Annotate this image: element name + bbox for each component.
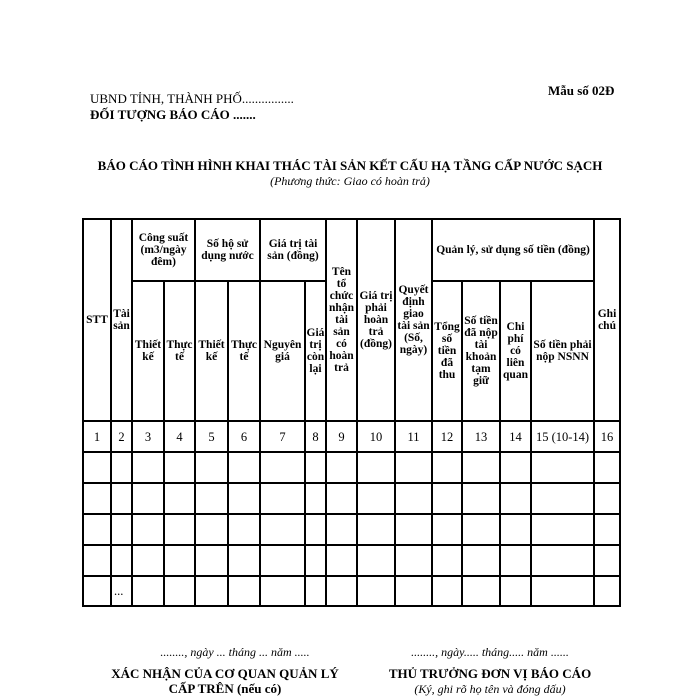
- header-money-management: Quản lý, sử dụng số tiền (đồng): [432, 219, 594, 281]
- report-table: [82, 218, 621, 607]
- confirmation-signature-block: [90, 666, 360, 696]
- column-number: 8: [305, 421, 326, 452]
- column-number: 15 (10-14): [531, 421, 594, 452]
- head-of-unit-title: THỦ TRƯỞNG ĐƠN VỊ BÁO CÁO: [388, 666, 592, 681]
- header-households-design: Thiết kế: [195, 281, 228, 421]
- table-row: [83, 545, 620, 576]
- header-temp-account: Số tiền đã nộp tài khoản tạm giữ: [462, 281, 500, 421]
- table-row: [83, 576, 620, 606]
- head-of-unit-note: (Ký, ghi rõ họ tên và đóng dấu): [414, 682, 566, 696]
- column-number: 6: [228, 421, 260, 452]
- header-budget-payable: Số tiền phải nộp NSNN: [531, 281, 594, 421]
- report-title: BÁO CÁO TÌNH HÌNH KHAI THÁC TÀI SẢN KẾT CẤU HẠ TẦNG CẤP NƯỚC SẠCH: [97, 158, 603, 173]
- form-number: Mẫu số 02Đ: [548, 83, 615, 98]
- column-number: 1: [83, 421, 111, 452]
- header-refund-value: Giá trị phải hoàn trả (đồng): [357, 219, 395, 421]
- header-households: Số hộ sử dụng nước: [195, 219, 260, 281]
- date-line-left: ........, ngày ... tháng ... năm .....: [160, 645, 310, 659]
- date-line-right: ........, ngày..... tháng..... năm ......: [411, 645, 569, 659]
- column-number: 3: [132, 421, 164, 452]
- column-number: 14: [500, 421, 531, 452]
- column-number: 5: [195, 421, 228, 452]
- header-households-actual: Thực tế: [228, 281, 260, 421]
- confirmation-subtitle: CẤP TRÊN (nếu có): [168, 681, 282, 696]
- header-original-price: Nguyên giá: [260, 281, 305, 421]
- table-row: [83, 514, 620, 545]
- header-related-costs: Chi phí có liên quan: [500, 281, 531, 421]
- column-number: 10: [357, 421, 395, 452]
- table-row: [83, 452, 620, 483]
- reporting-subject-line: ĐỐI TƯỢNG BÁO CÁO .......: [90, 107, 256, 122]
- header-total-collected: Tổng số tiền đã thu: [432, 281, 462, 421]
- header-capacity-design: Thiết kế: [132, 281, 164, 421]
- column-number: 11: [395, 421, 432, 452]
- column-number: 2: [111, 421, 132, 452]
- header-capacity: Công suất (m3/ngày đêm): [132, 219, 195, 281]
- authority-line: UBND TỈNH, THÀNH PHỐ................: [90, 91, 294, 106]
- column-number: 16: [594, 421, 620, 452]
- column-number: 4: [164, 421, 195, 452]
- ellipsis-cell: ...: [111, 576, 132, 606]
- header-capacity-actual: Thực tế: [164, 281, 195, 421]
- header-residual-value: Giá trị còn lại: [305, 281, 326, 421]
- column-number: 12: [432, 421, 462, 452]
- report-subtitle: (Phương thức: Giao có hoàn trả): [270, 174, 430, 188]
- header-organization: Tên tổ chức nhận tài sản có hoàn trả: [326, 219, 357, 421]
- header-decision: Quyết định giao tài sản (Số, ngày): [395, 219, 432, 421]
- column-number: 9: [326, 421, 357, 452]
- column-number: 13: [462, 421, 500, 452]
- table-row: [83, 483, 620, 514]
- header-asset-value: Giá trị tài sản (đồng): [260, 219, 326, 281]
- column-number: 7: [260, 421, 305, 452]
- header-note: Ghi chú: [594, 219, 620, 421]
- confirmation-title: XÁC NHẬN CỦA CƠ QUAN QUẢN LÝ: [111, 666, 339, 681]
- header-asset: Tài sản: [111, 219, 132, 421]
- header-stt: STT: [83, 219, 111, 421]
